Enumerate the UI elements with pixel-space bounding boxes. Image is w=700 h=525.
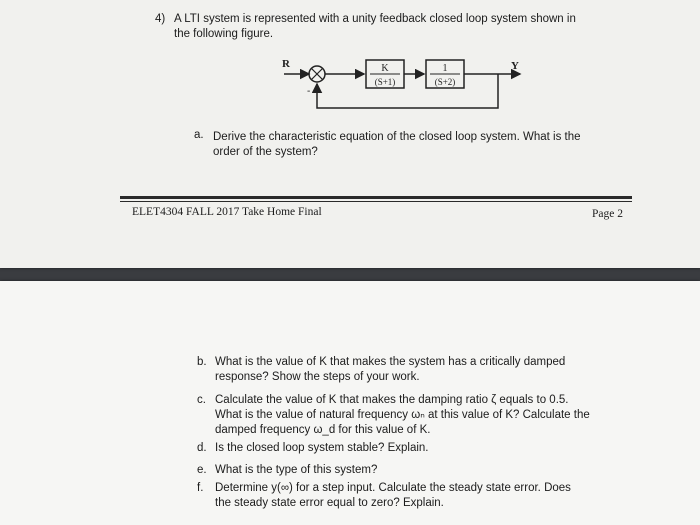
input-label: R (282, 58, 290, 70)
block2-denominator: (S+2) (434, 77, 456, 87)
question-text-line2: the following figure. (174, 28, 274, 40)
block-diagram (270, 52, 530, 122)
part-text-line: What is the value of natural frequency ωₙ at this value of K? Calculate the (215, 409, 590, 421)
feedback-path (317, 74, 498, 108)
part-text-line: Determine y(∞) for a step input. Calculate the steady state error. Does (215, 482, 571, 494)
part-label: d. (197, 442, 207, 454)
part-label: f. (197, 482, 204, 494)
part-text-line: the steady state error equal to zero? Explain. (215, 497, 444, 509)
part-a-line2: order of the system? (213, 146, 318, 158)
output-label: Y (511, 60, 519, 72)
exam-page-bottom (0, 281, 700, 525)
part-text-line: damped frequency ω_d for this value of K. (215, 424, 431, 436)
block1-numerator: K (381, 63, 389, 74)
part-text-line: response? Show the steps of your work. (215, 371, 420, 383)
footer-page-number: Page 2 (592, 208, 623, 220)
footer-course-title: ELET4304 FALL 2017 Take Home Final (132, 206, 322, 218)
block1-denominator: (S+1) (374, 77, 396, 87)
footer-rule-thin (120, 201, 632, 202)
part-text-line: What is the type of this system? (215, 464, 378, 476)
question-text-line1: A LTI system is represented with a unity feedback closed loop system shown in (174, 13, 576, 25)
part-text-line: Calculate the value of K that makes the damping ratio ζ equals to 0.5. (215, 394, 569, 406)
part-label: b. (197, 356, 207, 368)
part-label: c. (197, 394, 206, 406)
part-text-line: Is the closed loop system stable? Explain. (215, 442, 429, 454)
part-label: e. (197, 464, 207, 476)
block2-numerator: 1 (442, 63, 448, 74)
footer-rule (120, 196, 632, 199)
part-a-label: a. (194, 129, 204, 141)
part-text-line: What is the value of K that makes the system has a critically damped (215, 356, 566, 368)
summer-minus-sign: - (307, 86, 311, 97)
question-number: 4) (155, 13, 166, 25)
part-a-line1: Derive the characteristic equation of the closed loop system. What is the (213, 131, 581, 143)
